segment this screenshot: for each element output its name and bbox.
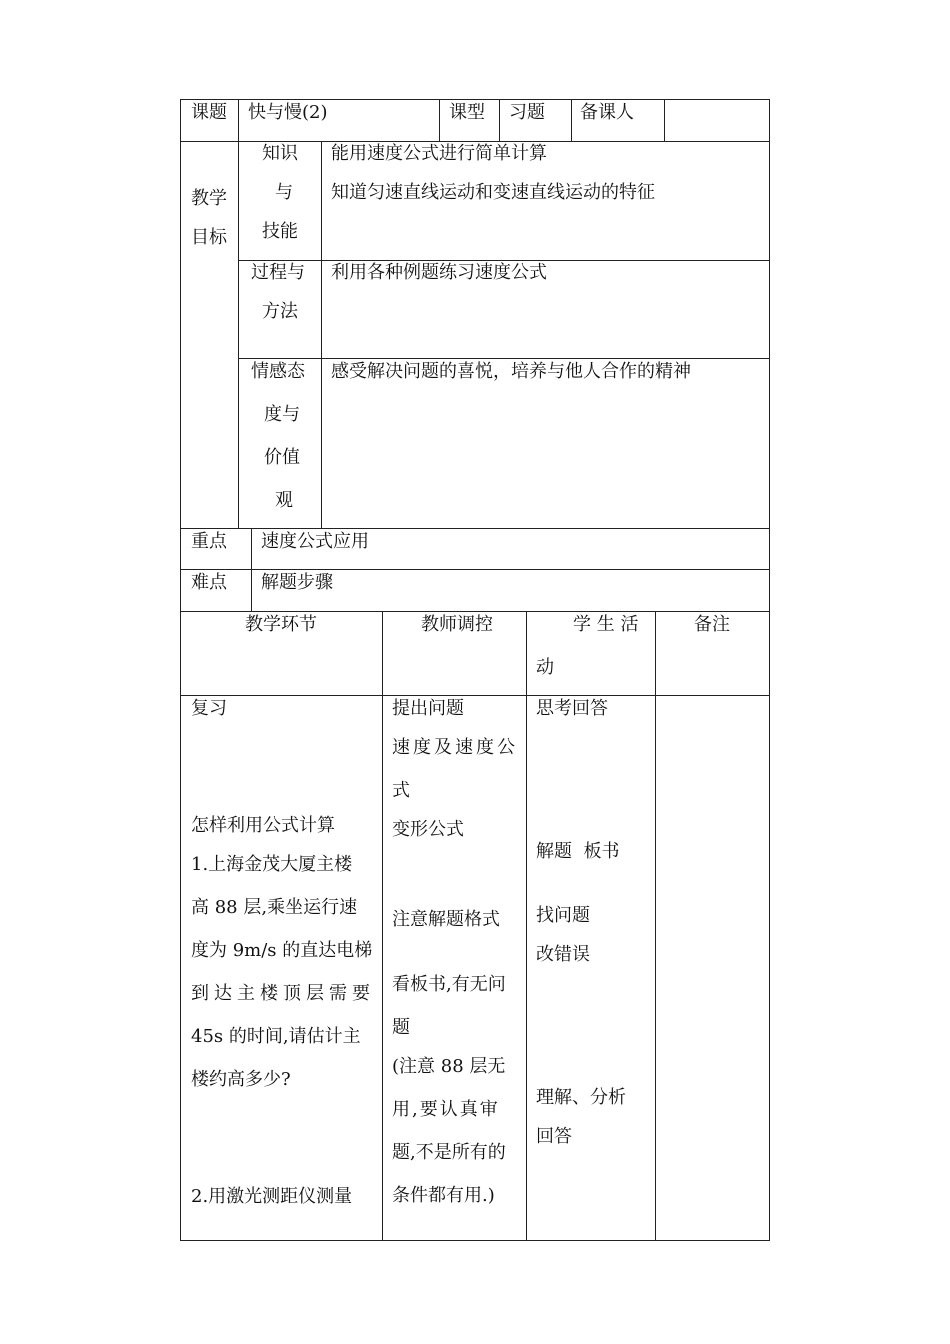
phase-q1-line4: 到达主楼顶层需要 (191, 983, 375, 1004)
course-label: 课题 (191, 102, 227, 123)
teacher-board-line1: 看板书,有无问 (392, 974, 506, 995)
grid-line (180, 695, 770, 696)
student-solve: 解题 板书 (536, 841, 620, 862)
grid-line (180, 528, 770, 529)
student-fix: 改错误 (536, 944, 590, 965)
col-header-student-line1: 学 生 活 (573, 614, 639, 635)
grid-line (664, 99, 665, 141)
goals-label-line1: 教学 (191, 188, 227, 209)
phase-q1-line6: 楼约高多少? (191, 1069, 291, 1090)
preparer-label: 备课人 (580, 102, 634, 123)
teacher-note-line2: 用,要认真审 (392, 1099, 500, 1120)
student-think: 思考回答 (536, 698, 608, 719)
phase-q1-line1: 1.上海金茂大厦主楼 (191, 854, 353, 875)
teacher-board-line2: 题 (392, 1017, 410, 1038)
difficulty-label: 难点 (191, 572, 227, 593)
col-header-teacher: 教师调控 (421, 614, 493, 635)
knowledge-text-line1: 能用速度公式进行简单计算 (331, 143, 547, 164)
grid-line (238, 358, 770, 359)
grid-line (180, 99, 770, 100)
type-label: 课型 (449, 102, 485, 123)
col-header-phase: 教学环节 (245, 614, 317, 635)
grid-line (526, 611, 527, 1241)
difficulty-value: 解题步骤 (261, 572, 333, 593)
phase-q1-line5: 45s 的时间,请估计主 (191, 1026, 361, 1047)
grid-line (238, 260, 770, 261)
emotion-text-line1: 感受解决问题的喜悦，培养与他人合作的精神 (331, 361, 691, 382)
grid-line (238, 99, 239, 141)
student-understand: 理解、分析 (536, 1087, 626, 1108)
teacher-note-line4: 条件都有用.) (392, 1185, 495, 1206)
phase-q2-line1: 2.用激光测距仪测量 (191, 1186, 353, 1207)
teacher-note-line1: (注意 88 层无 (392, 1056, 506, 1077)
teacher-speed-line1: 速度及速度公 (392, 737, 518, 758)
teacher-format: 注意解题格式 (392, 909, 500, 930)
grid-line (439, 99, 440, 141)
key-point-label: 重点 (191, 531, 227, 552)
grid-line (499, 99, 500, 141)
grid-line (251, 528, 252, 611)
grid-line (769, 99, 770, 1241)
knowledge-label-line3: 技能 (262, 221, 298, 242)
knowledge-label-line1: 知识 (262, 143, 298, 164)
col-header-student-line2: 动 (536, 657, 554, 678)
emotion-label-line2: 度与 (264, 404, 300, 425)
knowledge-label-line2: 与 (275, 182, 293, 203)
grid-line (180, 611, 770, 612)
grid-line (571, 99, 572, 141)
phase-q1-line2: 高 88 层,乘坐运行速 (191, 897, 358, 918)
process-label-line1: 过程与 (251, 262, 305, 283)
grid-line (180, 1240, 770, 1241)
grid-line (382, 611, 383, 1241)
emotion-label-line1: 情感态 (251, 361, 305, 382)
col-header-notes: 备注 (694, 614, 730, 635)
emotion-label-line3: 价值 (264, 447, 300, 468)
phase-review: 复习 (191, 698, 227, 719)
course-value: 快与慢(2) (248, 102, 328, 123)
key-point-value: 速度公式应用 (261, 531, 369, 552)
teacher-ask: 提出问题 (392, 698, 464, 719)
emotion-label-line4: 观 (275, 490, 293, 511)
type-value: 习题 (509, 102, 545, 123)
teacher-note-line3: 题,不是所有的 (392, 1142, 506, 1163)
student-find: 找问题 (536, 905, 590, 926)
grid-line (180, 569, 770, 570)
goals-label-line2: 目标 (191, 227, 227, 248)
grid-line (655, 611, 656, 1241)
process-label-line2: 方法 (262, 301, 298, 322)
knowledge-text-line2: 知道匀速直线运动和变速直线运动的特征 (331, 182, 655, 203)
phase-q1-line3: 度为 9m/s 的直达电梯 (191, 940, 373, 961)
phase-how-to: 怎样利用公式计算 (191, 815, 335, 836)
grid-line (180, 141, 770, 142)
grid-line (180, 99, 181, 1241)
teacher-speed-line2: 式 (392, 780, 410, 801)
teacher-deform: 变形公式 (392, 819, 464, 840)
process-text-line1: 利用各种例题练习速度公式 (331, 262, 547, 283)
grid-line (238, 141, 239, 528)
student-answer: 回答 (536, 1126, 572, 1147)
grid-line (321, 141, 322, 528)
